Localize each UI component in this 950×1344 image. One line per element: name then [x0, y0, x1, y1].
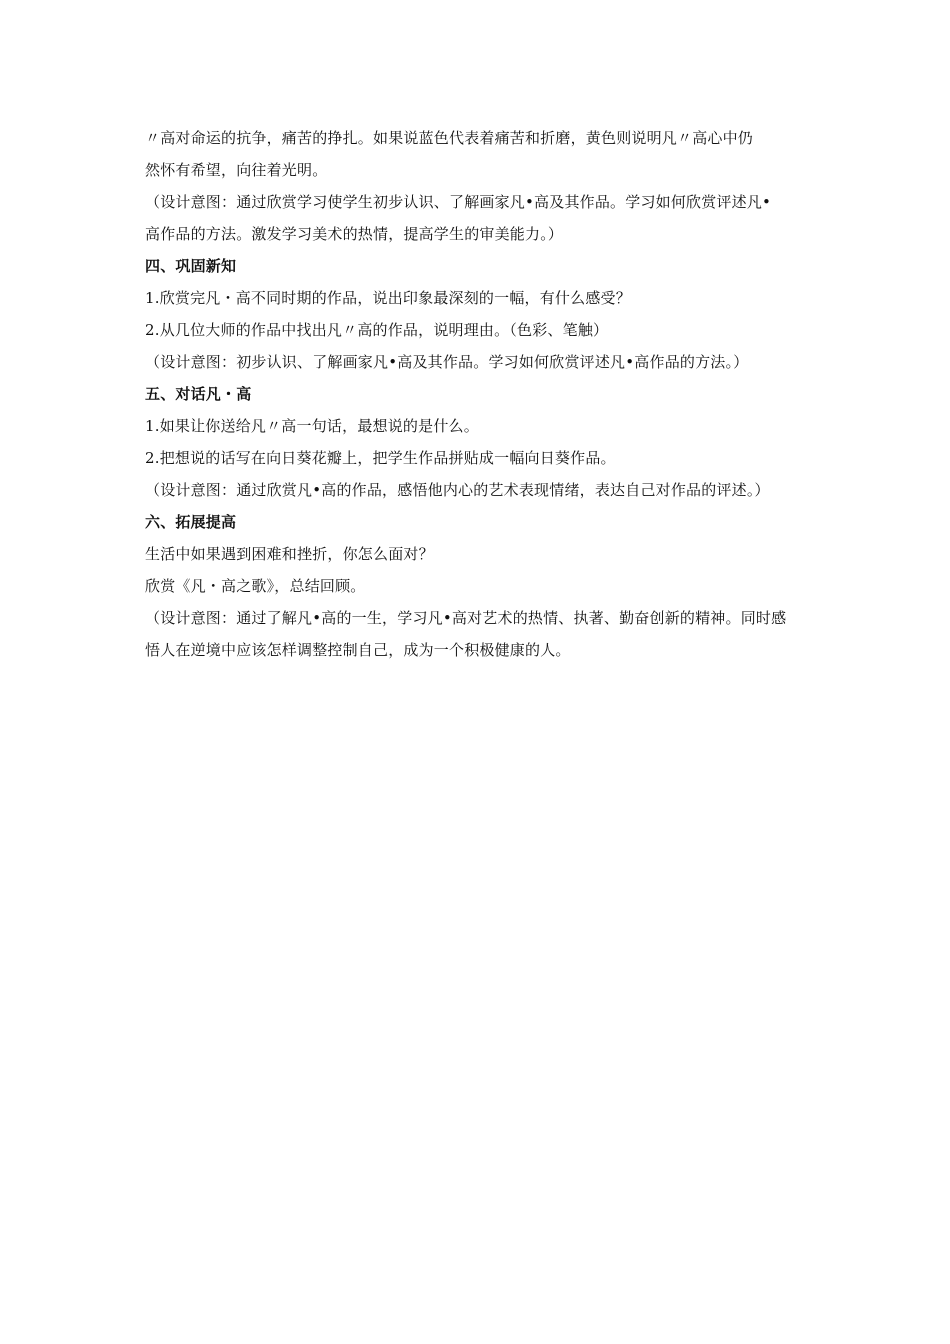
list-item: 1.欣赏完凡・高不同时期的作品，说出印象最深刻的一幅，有什么感受？: [145, 289, 631, 307]
design-intent-note: （设计意图：通过欣赏凡•高的作品，感悟他内心的艺术表现情绪，表达自己对作品的评述。）: [145, 481, 770, 499]
design-intent-note: 悟人在逆境中应该怎样调整控制自己，成为一个积极健康的人。: [145, 641, 571, 659]
list-item: 2.从几位大师的作品中找出凡〃高的作品，说明理由。（色彩、笔触）: [145, 321, 609, 339]
list-item: 1.如果让你送给凡〃高一句话，最想说的是什么。: [145, 417, 479, 435]
design-intent-note: （设计意图：初步认识、了解画家凡•高及其作品。学习如何欣赏评述凡•高作品的方法。）: [145, 353, 749, 371]
design-intent-note: （设计意图：通过欣赏学习使学生初步认识、了解画家凡•高及其作品。学习如何欣赏评述凡•: [145, 193, 772, 211]
section-heading-consolidate: 四、巩固新知: [145, 257, 237, 275]
text-line: 生活中如果遇到困难和挫折，你怎么面对？: [145, 545, 434, 563]
text-line: 欣赏《凡・高之歌》，总结回顾。: [145, 577, 366, 595]
text-line: 然怀有希望，向往着光明。: [145, 161, 328, 179]
text-line: 〃高对命运的抗争，痛苦的挣扎。如果说蓝色代表着痛苦和折磨，黄色则说明凡〃高心中仍: [145, 129, 754, 147]
list-item: 2.把想说的话写在向日葵花瓣上，把学生作品拼贴成一幅向日葵作品。: [145, 449, 616, 467]
section-heading-extension: 六、拓展提高: [145, 513, 237, 531]
section-heading-dialogue: 五、对话凡・高: [145, 385, 252, 403]
design-intent-note: 高作品的方法。激发学习美术的热情，提高学生的审美能力。）: [145, 225, 564, 243]
document-page: [145, 122, 810, 666]
design-intent-note: （设计意图：通过了解凡•高的一生，学习凡•高对艺术的热情、执著、勤奋创新的精神。同时感: [145, 609, 787, 627]
